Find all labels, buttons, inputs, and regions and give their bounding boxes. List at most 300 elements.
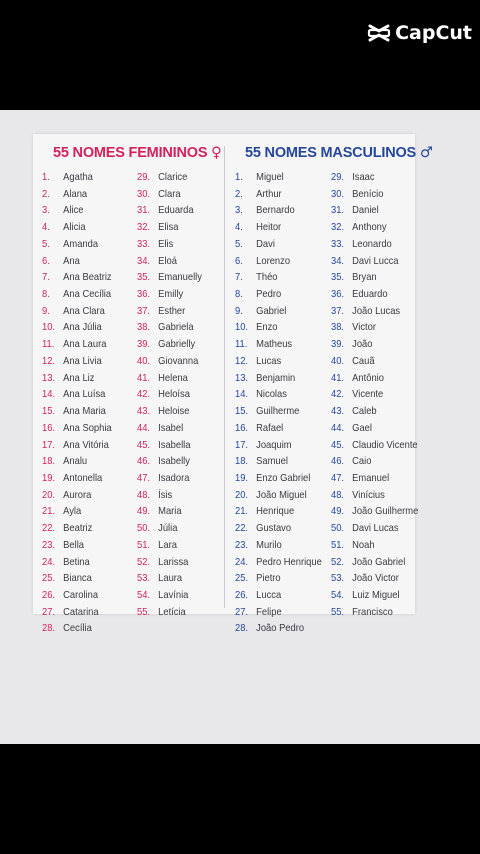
male-name-item (235, 471, 322, 488)
female-name-item (137, 538, 202, 555)
male-name-item (331, 504, 418, 521)
female-name-item (42, 421, 112, 438)
item-number: 8. (42, 289, 50, 301)
item-name: Ana Beatriz (63, 272, 112, 284)
female-name-item (137, 354, 202, 371)
male-name-item (331, 471, 418, 488)
item-number: 4. (42, 222, 50, 234)
item-name: Carolina (63, 589, 99, 601)
male-name-item (331, 337, 418, 354)
female-name-item (137, 237, 202, 254)
female-name-item (137, 404, 202, 421)
item-number: 37. (137, 305, 151, 317)
item-number: 9. (235, 305, 243, 317)
male-name-item (235, 220, 322, 237)
item-name: João Pedro (256, 623, 305, 635)
item-number: 3. (42, 205, 50, 217)
female-name-item (42, 538, 112, 555)
item-name: Heloísa (158, 389, 190, 401)
item-number: 6. (42, 255, 50, 267)
female-name-item (137, 270, 202, 287)
item-name: Miguel (256, 172, 284, 183)
male-name-item (235, 170, 322, 187)
item-name: Clara (158, 188, 181, 200)
item-name: Ana Clara (63, 305, 105, 317)
female-name-item (137, 504, 202, 521)
male-name-item (235, 571, 322, 588)
female-name-item (137, 170, 202, 187)
item-number: 15. (42, 406, 56, 418)
male-symbol-icon: ♂ (419, 145, 433, 161)
female-name-item (42, 521, 112, 538)
female-name-item (137, 304, 202, 321)
item-number: 31. (137, 205, 151, 217)
male-name-item (331, 421, 418, 438)
item-number: 21. (42, 506, 56, 518)
item-number: 49. (331, 506, 345, 518)
male-name-item (331, 170, 418, 187)
item-name: João Miguel (256, 489, 307, 501)
item-number: 40. (331, 355, 345, 367)
male-name-item (331, 555, 418, 572)
item-name: Alana (63, 188, 88, 200)
female-name-item (42, 371, 112, 388)
item-name: Elis (158, 238, 174, 250)
item-number: 54. (331, 589, 345, 601)
item-name: Amanda (63, 238, 99, 250)
female-name-item (137, 220, 202, 237)
female-name-item (137, 421, 202, 438)
item-number: 31. (331, 205, 345, 217)
item-name: Cauã (352, 355, 375, 367)
item-number: 22. (235, 523, 249, 535)
item-number: 25. (235, 573, 249, 585)
item-number: 32. (137, 222, 151, 234)
female-name-item (137, 605, 202, 622)
male-name-item (235, 387, 322, 404)
item-number: 33. (137, 238, 151, 250)
item-name: Pedro (256, 289, 282, 301)
female-name-item (42, 488, 112, 505)
female-name-item (42, 621, 112, 638)
item-name: Ísis (158, 489, 173, 501)
item-name: Luiz Miguel (352, 589, 400, 601)
female-name-item (42, 387, 112, 404)
male-name-item (235, 438, 322, 455)
item-number: 34. (137, 255, 151, 267)
male-name-item (235, 454, 322, 471)
item-name: Eloá (158, 255, 177, 267)
female-name-item (137, 438, 202, 455)
item-number: 48. (137, 489, 151, 501)
item-name: Heitor (256, 222, 282, 234)
item-number: 24. (42, 556, 56, 568)
female-name-item (137, 471, 202, 488)
item-name: Gabrielly (158, 339, 196, 351)
male-name-item (235, 371, 322, 388)
item-name: Lavínia (158, 589, 189, 601)
male-name-item (331, 187, 418, 204)
female-name-item (137, 371, 202, 388)
item-name: Aurora (63, 489, 92, 501)
female-name-item (42, 170, 112, 187)
female-name-item (42, 555, 112, 572)
male-name-item (235, 320, 322, 337)
item-number: 8. (235, 289, 243, 301)
female-name-item (42, 588, 112, 605)
item-name: Ana Laura (63, 339, 107, 351)
item-name: Analu (63, 456, 88, 468)
item-number: 35. (137, 272, 151, 284)
item-name: João (352, 339, 373, 351)
item-number: 44. (331, 422, 345, 434)
female-name-item (137, 488, 202, 505)
item-name: Ana Liz (63, 372, 95, 384)
watermark-text: CapCut (395, 22, 472, 44)
male-name-item (235, 354, 322, 371)
male-name-item (331, 454, 418, 471)
item-number: 39. (137, 339, 151, 351)
item-number: 21. (235, 506, 249, 518)
item-name: Ana Maria (63, 406, 106, 418)
item-number: 14. (235, 389, 249, 401)
male-name-item (235, 555, 322, 572)
female-name-item (137, 555, 202, 572)
male-name-item (235, 203, 322, 220)
item-name: Joaquim (256, 439, 292, 451)
item-name: Emanuel (352, 472, 390, 484)
item-number: 27. (42, 606, 56, 618)
item-number: 15. (235, 406, 249, 418)
item-number: 46. (137, 456, 151, 468)
item-name: Felipe (256, 606, 282, 618)
item-name: Eduardo (352, 289, 388, 301)
item-name: Samuel (256, 456, 288, 468)
female-name-item (42, 287, 112, 304)
female-name-item (42, 320, 112, 337)
item-name: Vinícius (352, 489, 385, 501)
item-name: Isaac (352, 172, 375, 183)
item-name: Matheus (256, 339, 293, 351)
item-name: Antonella (63, 472, 103, 484)
item-name: Davi Lucca (352, 255, 399, 267)
female-name-item (42, 254, 112, 271)
item-number: 27. (235, 606, 249, 618)
item-name: Laura (158, 573, 183, 585)
item-number: 16. (42, 422, 56, 434)
item-number: 19. (235, 472, 249, 484)
item-name: Davi Lucas (352, 523, 399, 535)
item-number: 52. (331, 556, 345, 568)
item-name: Esther (158, 305, 186, 317)
item-number: 18. (235, 456, 249, 468)
item-number: 12. (42, 355, 56, 367)
female-list-column-1 (42, 170, 118, 638)
item-number: 11. (235, 339, 248, 351)
item-name: Beatriz (63, 523, 93, 535)
item-name: Nicolas (256, 389, 287, 401)
item-number: 40. (137, 355, 151, 367)
item-number: 22. (42, 523, 56, 535)
item-number: 42. (331, 389, 345, 401)
item-number: 10. (235, 322, 249, 334)
item-name: Enzo Gabriel (256, 472, 311, 484)
item-number: 2. (42, 188, 50, 200)
male-name-item (331, 320, 418, 337)
item-name: Isabella (158, 439, 191, 451)
female-name-item (137, 203, 202, 220)
male-name-item (331, 521, 418, 538)
item-name: Murilo (256, 539, 282, 551)
female-name-item (42, 237, 112, 254)
item-number: 19. (42, 472, 56, 484)
item-number: 35. (331, 272, 345, 284)
item-name: Bianca (63, 573, 92, 585)
item-number: 17. (42, 439, 56, 451)
item-number: 4. (235, 222, 243, 234)
item-name: Giovanna (158, 355, 199, 367)
item-name: Francisco (352, 606, 393, 618)
column-divider (224, 146, 225, 608)
male-title-text: 55 NOMES MASCULINOS (245, 145, 417, 161)
male-list-column-2 (331, 170, 426, 621)
item-number: 28. (42, 623, 56, 635)
item-name: Alice (63, 205, 84, 217)
item-name: Arthur (256, 188, 282, 200)
item-number: 51. (137, 539, 151, 551)
item-name: Cecília (63, 623, 92, 635)
item-number: 1. (235, 172, 243, 183)
male-name-item (235, 521, 322, 538)
female-name-item (42, 438, 112, 455)
female-name-item (137, 387, 202, 404)
item-name: Alicia (63, 222, 86, 234)
item-name: Catarina (63, 606, 99, 618)
item-name: Lucca (256, 589, 282, 601)
item-number: 13. (42, 372, 56, 384)
male-name-item (235, 621, 322, 638)
female-name-item (137, 454, 202, 471)
item-name: Gabriel (256, 305, 287, 317)
item-number: 48. (331, 489, 345, 501)
male-name-item (331, 371, 418, 388)
item-name: Noah (352, 539, 375, 551)
female-name-item (42, 605, 112, 622)
male-name-item (235, 304, 322, 321)
item-name: Elisa (158, 222, 179, 234)
female-name-item (137, 287, 202, 304)
item-number: 26. (235, 589, 249, 601)
names-card (33, 134, 433, 635)
item-number: 3. (235, 205, 243, 217)
item-number: 50. (331, 523, 345, 535)
female-title (53, 143, 222, 163)
item-name: Pietro (256, 573, 281, 585)
male-name-item (331, 203, 418, 220)
item-name: Isabel (158, 422, 184, 434)
male-list-column-1 (235, 170, 329, 638)
item-number: 5. (42, 238, 50, 250)
item-name: Isadora (158, 472, 190, 484)
female-name-item (42, 337, 112, 354)
female-name-item (42, 454, 112, 471)
item-name: Heloise (158, 406, 190, 418)
item-name: Antônio (352, 372, 384, 384)
item-number: 18. (42, 456, 56, 468)
item-name: Betina (63, 556, 90, 568)
item-name: Emanuelly (158, 272, 202, 284)
female-name-item (137, 320, 202, 337)
item-number: 1. (42, 172, 50, 183)
male-name-item (235, 404, 322, 421)
male-name-item (331, 270, 418, 287)
item-name: Ayla (63, 506, 82, 518)
item-number: 24. (235, 556, 249, 568)
item-number: 36. (331, 289, 345, 301)
item-name: Isabelly (158, 456, 190, 468)
female-name-item (42, 220, 112, 237)
item-name: Anthony (352, 222, 387, 234)
item-name: Gael (352, 422, 372, 434)
item-number: 6. (235, 255, 243, 267)
item-number: 25. (42, 573, 56, 585)
item-name: Bryan (352, 272, 377, 284)
female-symbol-icon: ♀ (211, 145, 222, 161)
item-number: 9. (42, 305, 50, 317)
item-number: 44. (137, 422, 151, 434)
female-name-item (42, 571, 112, 588)
item-number: 55. (137, 606, 151, 618)
item-name: Gustavo (256, 523, 292, 535)
item-name: João Victor (352, 573, 399, 585)
item-number: 53. (137, 573, 151, 585)
item-number: 41. (331, 372, 345, 384)
item-name: Ana Luísa (63, 389, 106, 401)
item-name: João Lucas (352, 305, 401, 317)
item-name: Bella (63, 539, 85, 551)
male-name-item (331, 404, 418, 421)
male-name-item (331, 254, 418, 271)
item-name: Pedro Henrique (256, 556, 322, 568)
item-number: 45. (331, 439, 345, 451)
male-name-item (235, 270, 322, 287)
item-name: Ana Júlia (63, 322, 102, 334)
content-panel (0, 110, 480, 744)
female-name-item (42, 471, 112, 488)
female-name-item (42, 203, 112, 220)
female-name-item (42, 187, 112, 204)
male-name-item (235, 605, 322, 622)
male-name-item (331, 287, 418, 304)
item-number: 34. (331, 255, 345, 267)
item-number: 5. (235, 238, 243, 250)
male-name-item (331, 438, 418, 455)
item-name: Lucas (256, 355, 282, 367)
item-number: 7. (235, 272, 243, 284)
item-name: Lorenzo (256, 255, 291, 267)
male-name-item (235, 421, 322, 438)
item-name: Ana Sophia (63, 422, 112, 434)
item-number: 39. (331, 339, 345, 351)
item-name: Letícia (158, 606, 186, 618)
male-name-item (331, 488, 418, 505)
item-number: 2. (235, 188, 243, 200)
item-number: 29. (331, 172, 345, 183)
female-title-text: 55 NOMES FEMININOS (53, 145, 208, 161)
item-name: Vicente (352, 389, 384, 401)
male-name-item (331, 237, 418, 254)
item-name: Rafael (256, 422, 284, 434)
item-number: 49. (137, 506, 151, 518)
item-number: 50. (137, 523, 151, 535)
item-name: Caleb (352, 406, 377, 418)
item-name: Leonardo (352, 238, 392, 250)
female-name-item (42, 304, 112, 321)
item-name: Larissa (158, 556, 189, 568)
female-name-item (137, 187, 202, 204)
item-number: 11. (42, 339, 55, 351)
item-number: 20. (235, 489, 249, 501)
male-name-item (331, 605, 418, 622)
male-name-item (331, 588, 418, 605)
item-number: 20. (42, 489, 56, 501)
male-name-item (331, 304, 418, 321)
male-name-item (235, 504, 322, 521)
item-name: Claudio Vicente (352, 439, 418, 451)
item-number: 47. (137, 472, 151, 484)
item-number: 43. (137, 406, 151, 418)
item-name: Eduarda (158, 205, 194, 217)
item-number: 45. (137, 439, 151, 451)
item-number: 13. (235, 372, 249, 384)
item-number: 51. (331, 539, 345, 551)
item-name: Benício (352, 188, 384, 200)
item-name: Ana Cecília (63, 289, 112, 301)
male-name-item (235, 538, 322, 555)
female-name-item (42, 504, 112, 521)
item-name: Ana Vitória (63, 439, 109, 451)
female-name-item (42, 270, 112, 287)
female-list-column-2 (137, 170, 208, 621)
item-number: 38. (331, 322, 345, 334)
item-name: Lara (158, 539, 177, 551)
male-name-item (331, 354, 418, 371)
capcut-logo-icon (367, 23, 391, 43)
item-name: Bernardo (256, 205, 295, 217)
item-name: Maria (158, 506, 182, 518)
item-name: Gabriela (158, 322, 194, 334)
male-name-item (331, 387, 418, 404)
item-name: Guilherme (256, 406, 300, 418)
item-number: 38. (137, 322, 151, 334)
item-name: Davi (256, 238, 275, 250)
item-number: 33. (331, 238, 345, 250)
male-name-item (235, 287, 322, 304)
item-name: Benjamin (256, 372, 296, 384)
female-name-item (137, 571, 202, 588)
item-name: Emilly (158, 289, 184, 301)
item-name: João Guilherme (352, 506, 419, 518)
male-name-item (331, 220, 418, 237)
item-number: 23. (235, 539, 249, 551)
item-number: 55. (331, 606, 345, 618)
male-name-item (235, 187, 322, 204)
female-name-item (42, 354, 112, 371)
item-number: 23. (42, 539, 56, 551)
item-name: Ana Livia (63, 355, 102, 367)
item-number: 14. (42, 389, 56, 401)
item-number: 12. (235, 355, 249, 367)
